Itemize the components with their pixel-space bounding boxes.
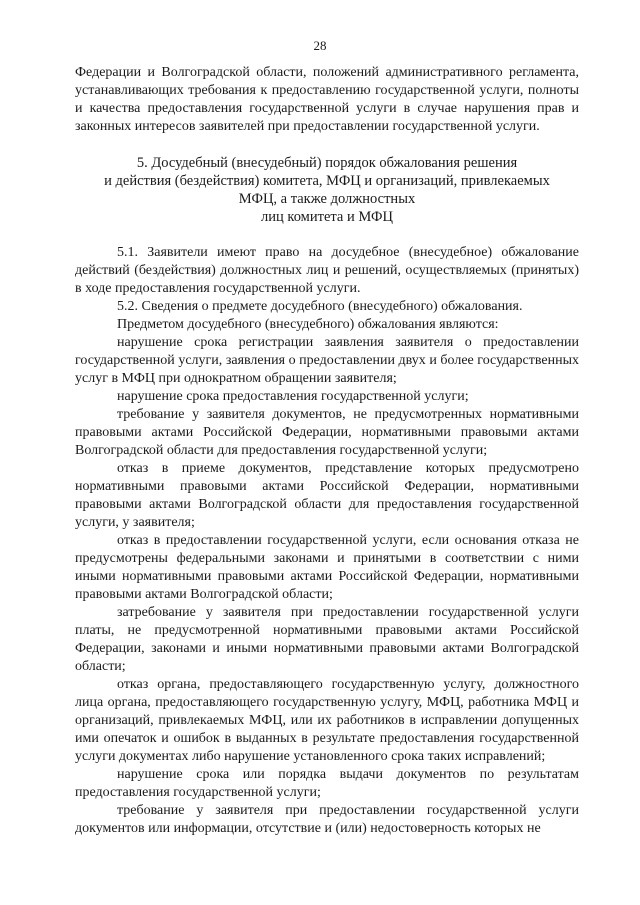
paragraph: требование у заявителя документов, не предусмотренных нормативными правовыми актами Российской Федерации, нормативными правовыми актами Волгоградской области для предоставления государственной услуги;: [75, 407, 579, 458]
section-heading-line: МФЦ, а также должностных: [238, 191, 416, 207]
page-number: 28: [313, 38, 327, 53]
section-heading-line: лиц комитета и МФЦ: [261, 209, 393, 225]
section-heading-line: 5. Досудебный (внесудебный) порядок обжалования решения: [136, 155, 518, 171]
paragraph: затребование у заявителя при предоставлении государственной услуги платы, не предусмотренной нормативными правовыми актами Российской Федерации, законами и иными нормативными правовыми актами Волгоградской области;: [75, 605, 579, 674]
continuation-paragraph: Федерации и Волгоградской области, положений административного регламента, устанавливающих требования к предоставлению государственной услуги, полноты и качества предоставления государственной услуги в случае нарушения прав и законных интересов заявителей при предоставлении государственной услуги.: [75, 65, 579, 134]
paragraph: 5.1. Заявители имеют право на досудебное (внесудебное) обжалование действий (бездействия) должностных лиц и решений, осуществляемых (принятых) в ходе предоставления государственной услуги.: [75, 245, 579, 296]
paragraph: отказ в предоставлении государственной услуги, если основания отказа не предусмотрены федеральными законами и принятыми в соответствии с ними иными нормативными правовыми актами Российской Федерации, нормативными правовыми актами Волгоградской области;: [75, 533, 579, 602]
paragraph: нарушение срока предоставления государственной услуги;: [117, 389, 469, 404]
paragraph: требование у заявителя при предоставлении государственной услуги документов или информации, отсутствие и (или) недостоверность которых не: [75, 803, 579, 836]
paragraph: Предметом досудебного (внесудебного) обжалования являются:: [117, 317, 499, 332]
paragraph: нарушение срока или порядка выдачи документов по результатам предоставления государственной услуги;: [75, 767, 579, 800]
paragraph: нарушение срока регистрации заявления заявителя о предоставлении государственной услуги, заявления о предоставлении двух и более государственных услуг в МФЦ при однократном обращении заявителя;: [75, 335, 579, 386]
paragraph: 5.2. Сведения о предмете досудебного (внесудебного) обжалования.: [117, 299, 523, 314]
section-heading: [75, 154, 579, 226]
paragraph: отказ в приеме документов, представление которых предусмотрено нормативными правовыми актами Российской Федерации, нормативными правовыми актами Волгоградской области для предоставления государственной услуги, у заявителя;: [75, 461, 579, 530]
paragraph: отказ органа, предоставляющего государственную услугу, должностного лица органа, предоставляющего государственную услугу, МФЦ, работника МФЦ и организаций, привлекаемых МФЦ, или их работников в исправлении допущенных ими опечаток и ошибок в выданных в результате предоставления государственной услуги документах либо нарушение установленного срока таких исправлений;: [75, 677, 579, 764]
section-heading-line: и действия (бездействия) комитета, МФЦ и организаций, привлекаемых: [104, 173, 550, 189]
document-body: [75, 64, 579, 838]
